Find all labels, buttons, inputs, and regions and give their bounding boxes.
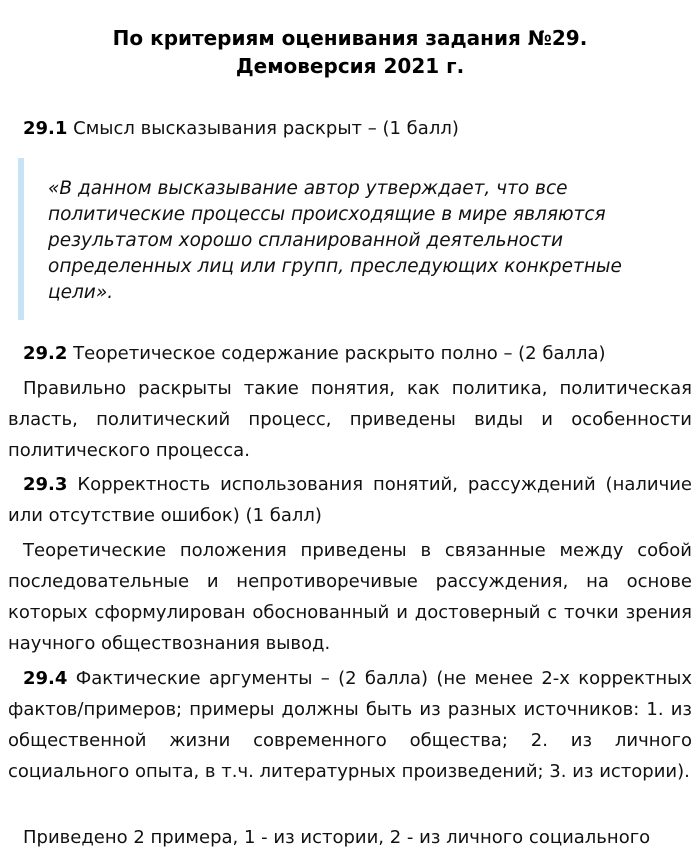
criterion-text: Теоретическое содержание раскрыто полно – (2 балла): [73, 343, 606, 364]
criterion-number: 29.4: [23, 668, 68, 689]
page-title: [0, 24, 700, 80]
blockquote: [18, 158, 692, 320]
criterion-29-4: [8, 663, 692, 787]
paragraph-29-3: Теоретические положения приведены в связанные между собой последовательные и непротиворечивые рассуждения, на основе которых сформулирован обоснованный и достоверный с точки зрения научного обществознания вывод.: [8, 540, 692, 654]
criterion-29-1: [8, 113, 692, 144]
paragraph-29-2: Правильно раскрыты такие понятия, как политика, политическая власть, политический процесс, приведены виды и особенности политического процесса.: [8, 378, 692, 461]
criterion-29-2: [8, 338, 692, 369]
criterion-text: Фактические аргументы – (2 балла) (не менее 2-х корректных фактов/примеров; примеры должны быть из разных источников: 1. из общественной жизни современного общества; 2. из личного социального опыта, в т.ч. литературных произведений; 3. из истории).: [8, 668, 692, 782]
criterion-29-3: [8, 469, 692, 531]
criterion-number: 29.1: [23, 118, 68, 139]
criterion-text: Смысл высказывания раскрыт – (1 балл): [73, 118, 459, 139]
quote-text: «В данном высказывание автор утверждает, что все политические процессы происходящие в мире являются результатом хорошо спланированной деятельности определенных лиц или групп, преследующих конкретные цели».: [48, 178, 622, 303]
title-line-1: По критериям оценивания задания №29.: [112, 26, 588, 50]
criterion-number: 29.3: [23, 474, 68, 495]
title-line-2: Демоверсия 2021 г.: [235, 54, 465, 78]
paragraph-29-4: Приведено 2 примера, 1 - из истории, 2 - из личного социального: [23, 827, 651, 848]
criterion-number: 29.2: [23, 343, 68, 364]
criterion-text: Корректность использования понятий, рассуждений (наличие или отсутствие ошибок) (1 балл): [8, 474, 692, 526]
